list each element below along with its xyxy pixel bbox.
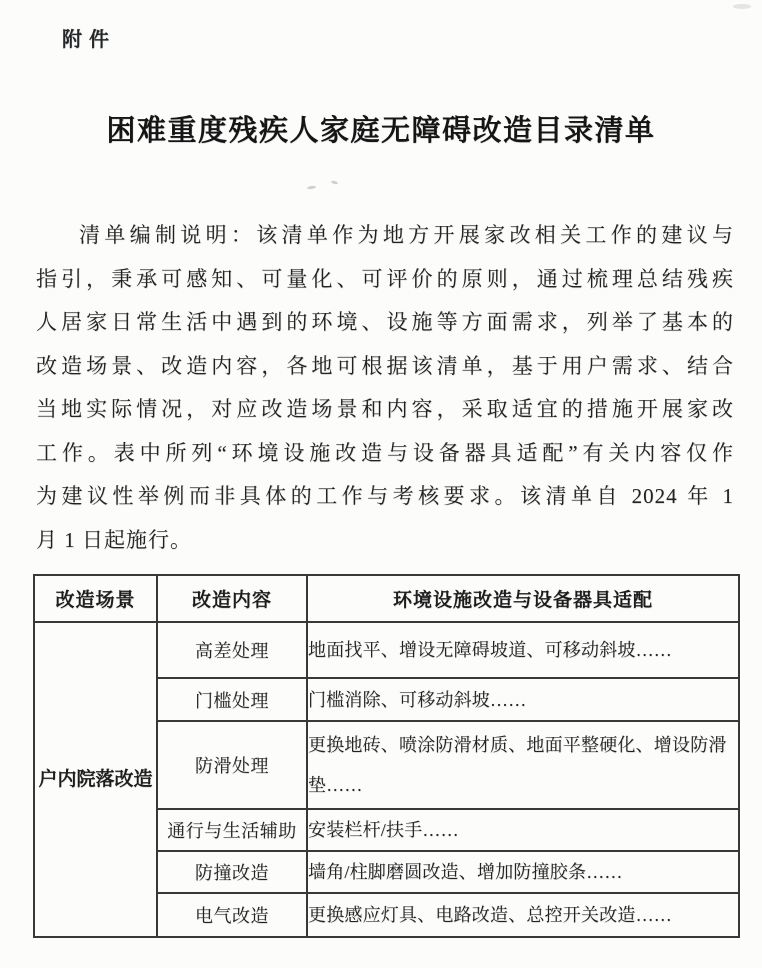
measures-cell: 更换地砖、喷涂防滑材质、地面平整硬化、增设防滑垫…… xyxy=(307,721,739,809)
column-header-measures: 环境设施改造与设备器具适配 xyxy=(307,575,739,622)
column-header-content: 改造内容 xyxy=(157,575,307,622)
content-cell: 防撞改造 xyxy=(157,851,307,893)
content-cell: 通行与生活辅助 xyxy=(157,809,307,851)
scan-artifact xyxy=(733,4,751,9)
attachment-label: 附件 xyxy=(62,29,116,51)
intro-line: 清单编制说明：该清单作为地方开展家改相关工作的建议与 xyxy=(79,223,734,247)
renovation-catalog-table xyxy=(33,574,740,938)
intro-line: 改造场景、改造内容，各地可根据该清单，基于用户需求、结合 xyxy=(36,353,734,378)
content-cell: 门槛处理 xyxy=(157,678,307,721)
intro-line: 指引，秉承可感知、可量化、可评价的原则，通过梳理总结残疾 xyxy=(36,266,734,291)
intro-line: 工作。表中所列“环境设施改造与设备器具适配”有关内容仅作 xyxy=(36,440,734,465)
content-cell: 高差处理 xyxy=(157,622,307,678)
intro-line: 为建议性举例而非具体的工作与考核要求。该清单自 2024 年 1 xyxy=(36,484,734,508)
document-title: 困难重度残疾人家庭无障碍改造目录清单 xyxy=(106,115,656,147)
content-cell: 电气改造 xyxy=(157,893,307,937)
scenario-cell: 户内院落改造 xyxy=(34,622,157,937)
table-row xyxy=(34,622,739,678)
intro-line: 当地实际情况，对应改造场景和内容，采取适宜的措施开展家改 xyxy=(36,397,734,421)
measures-cell: 墙角/柱脚磨圆改造、增加防撞胶条…… xyxy=(307,851,739,893)
measures-cell: 安装栏杆/扶手…… xyxy=(307,809,739,851)
intro-paragraph xyxy=(36,214,734,562)
intro-line: 人居家日常生活中遇到的环境、设施等方面需求，列举了基本的 xyxy=(36,310,734,334)
table-header-row xyxy=(34,575,739,622)
scan-artifact xyxy=(331,180,339,185)
measures-cell: 更换感应灯具、电路改造、总控开关改造…… xyxy=(307,893,739,937)
scan-artifact xyxy=(307,185,316,189)
measures-cell: 门槛消除、可移动斜坡…… xyxy=(307,678,739,721)
intro-line: 月 1 日起施行。 xyxy=(36,527,192,552)
measures-cell: 地面找平、增设无障碍坡道、可移动斜坡…… xyxy=(307,622,739,678)
content-cell: 防滑处理 xyxy=(157,721,307,809)
column-header-scenario: 改造场景 xyxy=(34,575,157,622)
